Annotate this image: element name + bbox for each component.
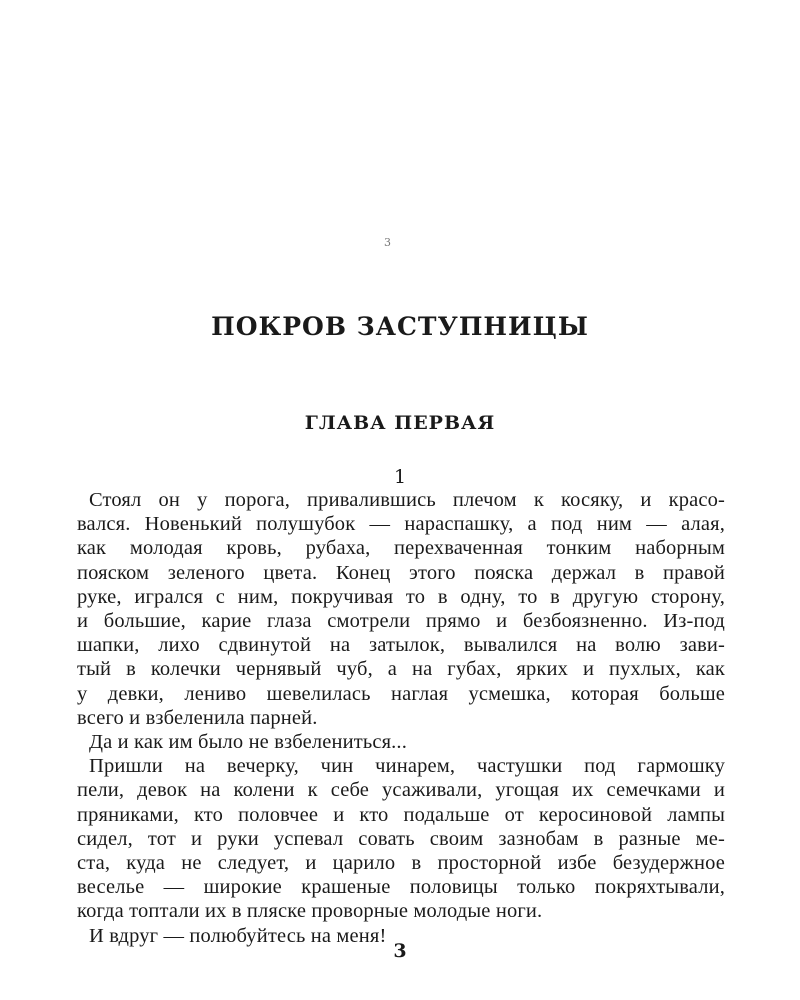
- text-line: И вдруг — полюбуйтесь на меня!: [89, 924, 387, 947]
- text-line: руке, игрался с ним, покручивая то в одну, то в другую сторону,: [77, 585, 725, 608]
- text-line: сидел, тот и руки успевал совать своим зазнобам в разные ме-: [77, 827, 725, 850]
- text-line: и большие, карие глаза смотрели прямо и безбоязненно. Из-под: [77, 610, 725, 633]
- page-number: 3: [393, 940, 407, 962]
- text-line: Стоял он у порога, привалившись плечом к косяку, и красо-: [89, 489, 725, 511]
- text-line: когда топтали их в пляске проворные молодые ноги.: [77, 900, 543, 923]
- text-line: Пришли на вечерку, чин чинарем, частушки под гармошку: [89, 755, 725, 778]
- top-mark: 3: [384, 236, 391, 249]
- text-line: тый в колечки чернявый чуб, а на губах, ярких и пухлых, как: [77, 658, 725, 681]
- text-line: всего и взбеленила парней.: [77, 706, 318, 729]
- part-title: ПОКРОВ ЗАСТУПНИЦЫ: [211, 312, 589, 341]
- text-line: как молодая кровь, рубаха, перехваченная тонким наборным: [77, 537, 725, 560]
- text-line: у девки, лениво шевелилась наглая усмешка, которая больше: [77, 682, 725, 705]
- text-line: вался. Новенький полушубок — нараспашку, а под ним — алая,: [77, 513, 725, 536]
- text-line: шапки, лихо сдвинутой на затылок, вывалился на волю зави-: [77, 634, 725, 657]
- chapter-title: ГЛАВА ПЕРВАЯ: [304, 412, 496, 434]
- text-line: пояском зеленого цвета. Конец этого пояска держал в правой: [77, 561, 725, 584]
- text-line: ста, куда не следует, и царило в просторной избе безудержное: [77, 852, 725, 875]
- body-text: [77, 488, 725, 948]
- text-line: пряниками, кто половчее и кто подальше от керосиновой лампы: [77, 803, 725, 826]
- text-line: веселье — широкие крашеные половицы только покряхтывали,: [77, 876, 725, 899]
- section-number: 1: [393, 466, 407, 488]
- text-line: Да и как им было не взбелениться...: [89, 731, 407, 754]
- text-line: пели, девок на колени к себе усаживали, угощая их семечками и: [77, 779, 725, 802]
